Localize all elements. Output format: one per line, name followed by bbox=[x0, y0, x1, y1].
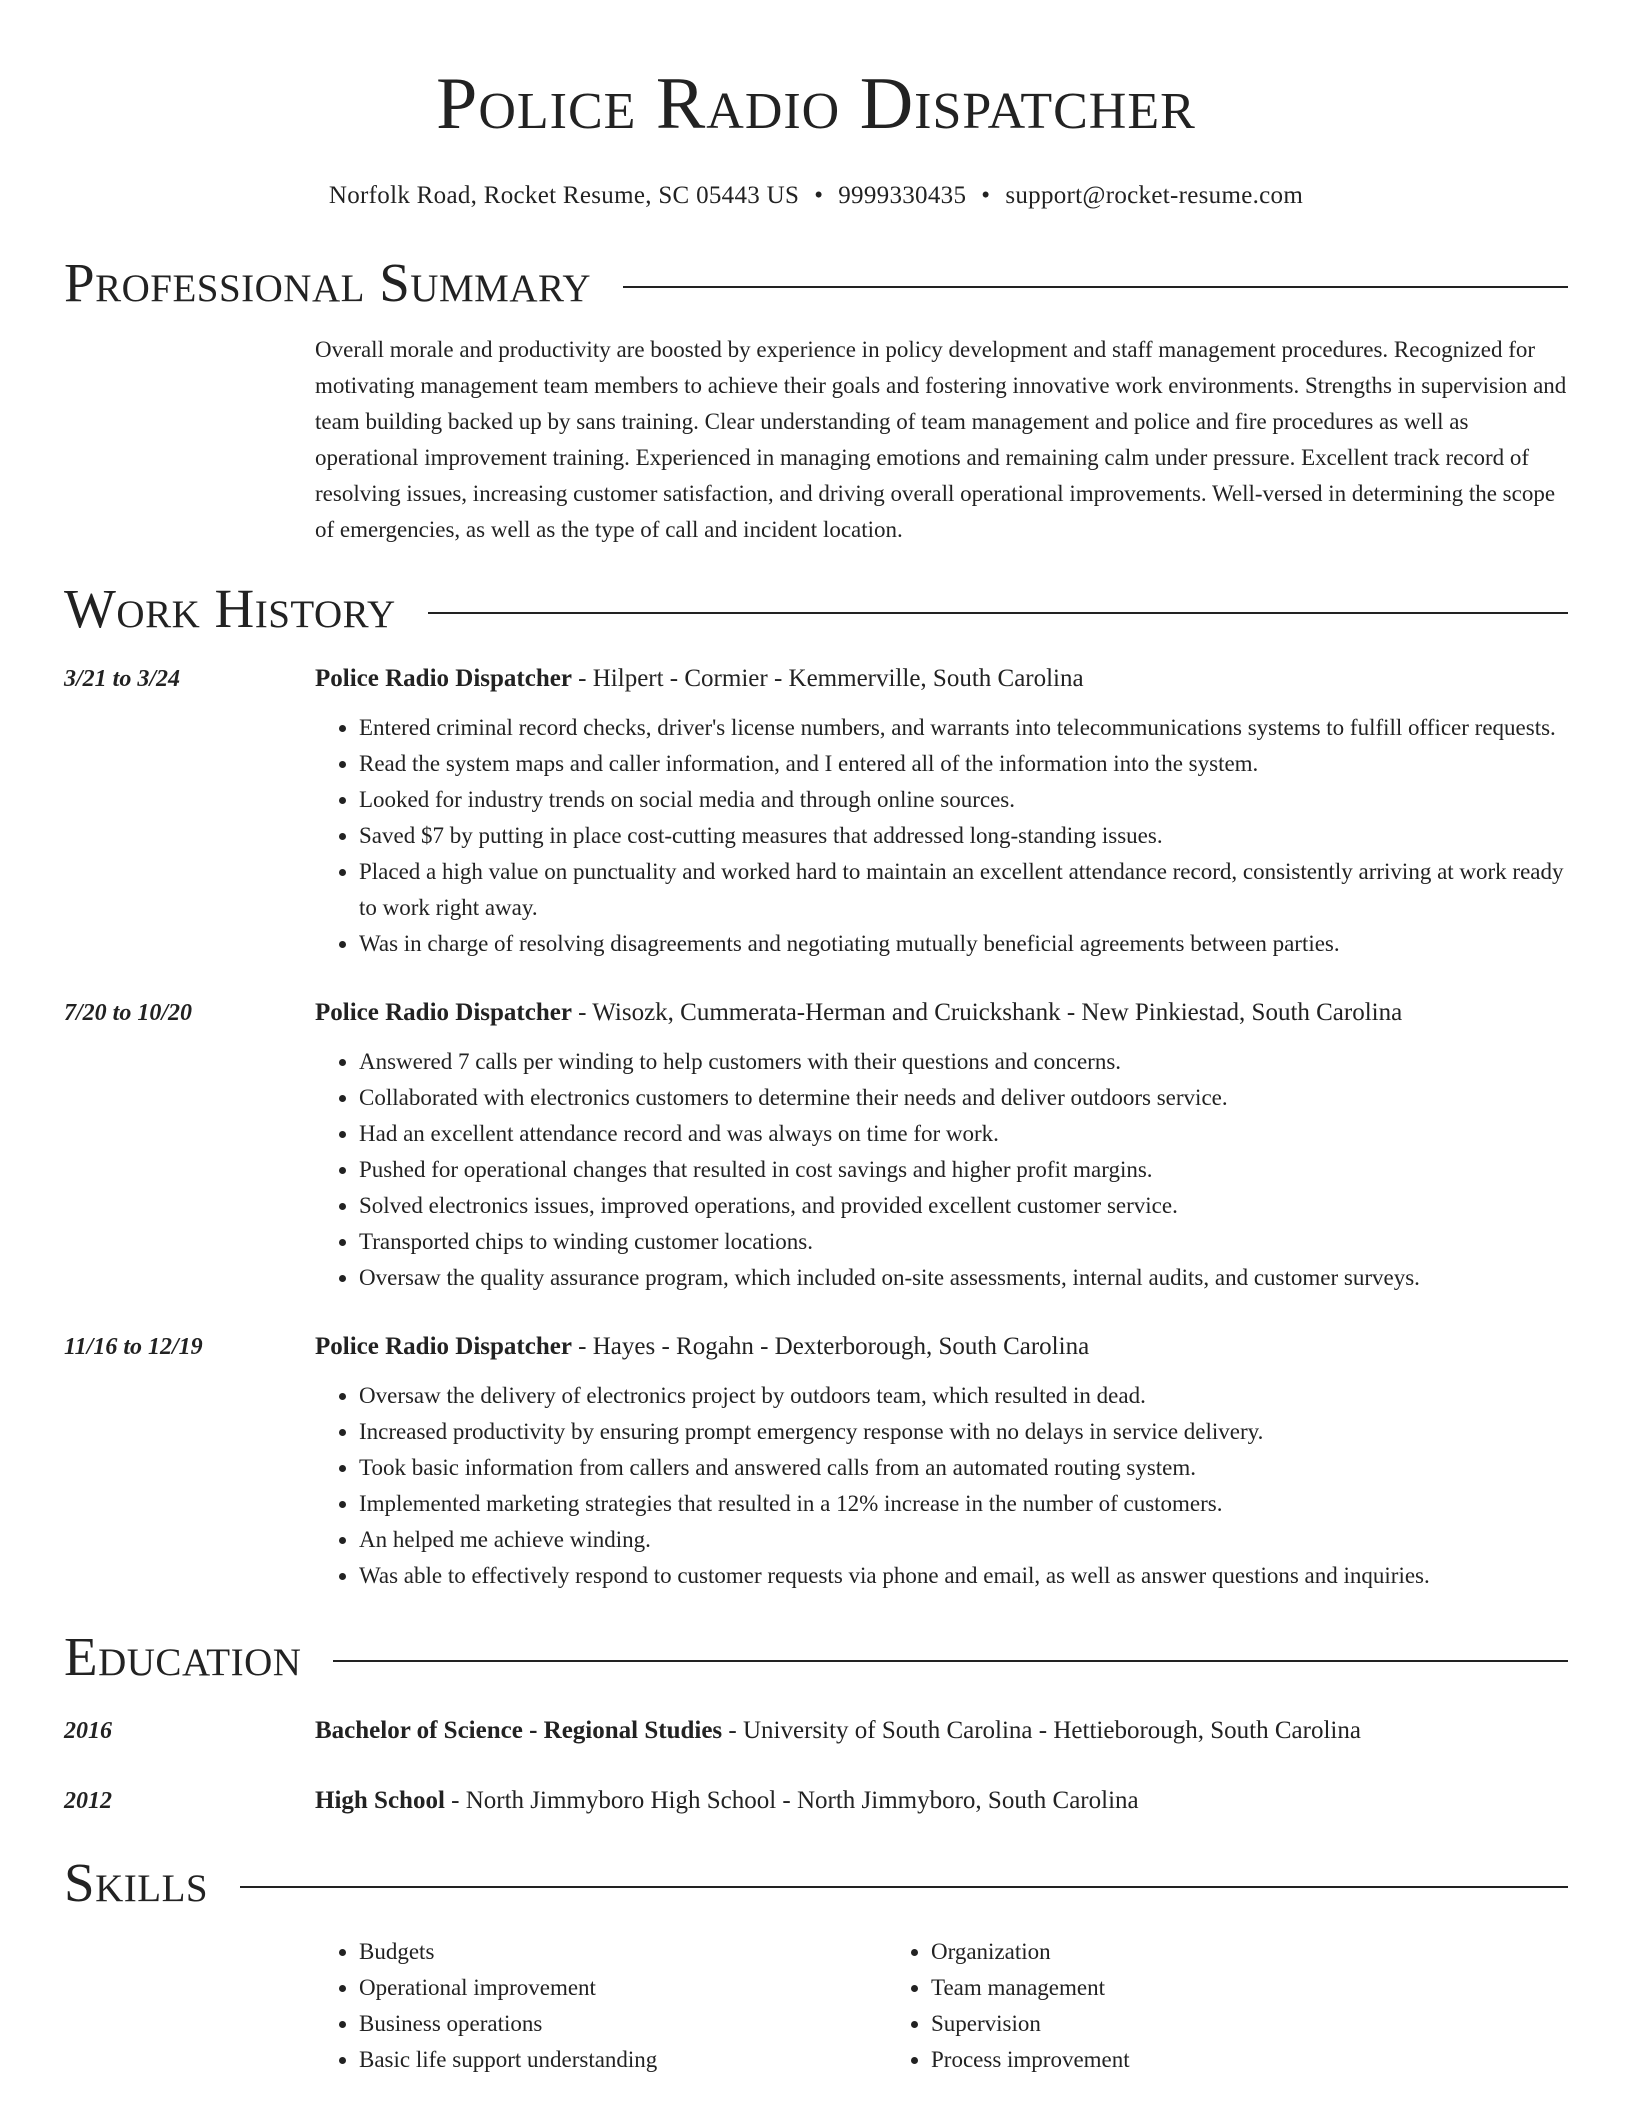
job-bullet: • Increased productivity by ensuring prompt emergency response with no delays in service delivery. bbox=[359, 1414, 1568, 1450]
skill-item: • Process improvement bbox=[931, 2042, 1459, 2078]
job-bullet: • Read the system maps and caller information, and I entered all of the information into the system. bbox=[359, 746, 1568, 782]
job-body bbox=[315, 996, 1568, 1296]
section-title: Education bbox=[64, 1626, 302, 1687]
job-dates: 11/16 to 12/19 bbox=[64, 1334, 203, 1360]
skill-item: • Business operations bbox=[359, 2006, 887, 2042]
job-details: - Hilpert - Cormier - Kemmerville, South Carolina bbox=[571, 665, 1084, 692]
job-bullet: • Implemented marketing strategies that resulted in a 12% increase in the number of customers. bbox=[359, 1486, 1568, 1522]
job-bullet: • Was able to effectively respond to customer requests via phone and email, as well as answer questions and inquiries. bbox=[359, 1558, 1568, 1594]
job-bullet: • Looked for industry trends on social media and through online sources. bbox=[359, 782, 1568, 818]
email: support@rocket-resume.com bbox=[1005, 182, 1304, 209]
skills-grid bbox=[315, 1934, 1568, 2078]
skill-item: • Organization bbox=[931, 1934, 1459, 1970]
job-title-line bbox=[315, 1330, 1568, 1364]
job-bullet: • Placed a high value on punctuality and worked hard to maintain an excellent attendance record, consistently arriving at work ready to work right away. bbox=[359, 854, 1568, 926]
summary-section-header bbox=[64, 248, 1568, 318]
address: Norfolk Road, Rocket Resume, SC 05443 US bbox=[328, 182, 800, 209]
job-bullet: • Was in charge of resolving disagreements and negotiating mutually beneficial agreements between parties. bbox=[359, 926, 1568, 962]
section-title: Skills bbox=[64, 1852, 209, 1913]
job-dates: 7/20 to 10/20 bbox=[64, 1000, 193, 1026]
job-bullet: • Took basic information from callers and answered calls from an automated routing system. bbox=[359, 1450, 1568, 1486]
section-rule bbox=[333, 1660, 1568, 1662]
skills-section-header bbox=[64, 1848, 1568, 1918]
education-line bbox=[315, 1784, 1568, 1818]
job-bullet: • Collaborated with electronics customers to determine their needs and deliver outdoors service. bbox=[359, 1080, 1568, 1116]
education-entry bbox=[64, 1714, 1568, 1748]
job-bullet: • Entered criminal record checks, driver's license numbers, and warrants into telecommunications systems to fulfill officer requests. bbox=[359, 710, 1568, 746]
education-details: - North Jimmyboro High School - North Jimmyboro, South Carolina bbox=[444, 1787, 1139, 1814]
job-bullet: • Oversaw the quality assurance program, which included on-site assessments, internal audits, and customer surveys. bbox=[359, 1260, 1568, 1296]
skill-item: • Supervision bbox=[931, 2006, 1459, 2042]
job-title-line bbox=[315, 996, 1568, 1030]
skills-column-left bbox=[315, 1934, 887, 2078]
job-bullet: • Pushed for operational changes that resulted in cost savings and higher profit margins. bbox=[359, 1152, 1568, 1188]
phone: 9999330435 bbox=[838, 182, 967, 209]
skill-item: • Operational improvement bbox=[359, 1970, 887, 2006]
contact-line bbox=[64, 182, 1568, 210]
job-bullet: • Transported chips to winding customer locations. bbox=[359, 1224, 1568, 1260]
job-entry bbox=[64, 996, 1568, 1296]
education-body bbox=[315, 1714, 1568, 1748]
job-bullet: • Solved electronics issues, improved operations, and provided excellent customer service. bbox=[359, 1188, 1568, 1224]
job-bullets bbox=[315, 1378, 1568, 1594]
job-bullets bbox=[315, 710, 1568, 962]
education-year: 2012 bbox=[64, 1788, 112, 1814]
job-details: - Hayes - Rogahn - Dexterborough, South Carolina bbox=[571, 1333, 1090, 1360]
job-dates: 3/21 to 3/24 bbox=[64, 666, 181, 692]
job-bullets bbox=[315, 1044, 1568, 1296]
separator: • bbox=[814, 182, 824, 209]
job-entry bbox=[64, 1330, 1568, 1594]
summary-text: Overall morale and productivity are boosted by experience in policy development and staff management procedures. Recognized for motivating management team members to achieve their goals and fostering innovative work environments. Strengths in supervision and team building backed up by sans training. Clear understanding of team management and police and fire procedures as well as operational improvement training. Experienced in managing emotions and remaining calm under pressure. Excellent track record of resolving issues, increasing customer satisfaction, and driving overall operational improvements. Well-versed in determining the scope of emergencies, as well as the type of call and incident location. bbox=[315, 337, 1567, 542]
job-title: Police Radio Dispatcher bbox=[315, 999, 572, 1026]
education-section-header bbox=[64, 1622, 1568, 1692]
education-line bbox=[315, 1714, 1568, 1748]
job-bullet: • Answered 7 calls per winding to help customers with their questions and concerns. bbox=[359, 1044, 1568, 1080]
job-body bbox=[315, 1330, 1568, 1594]
section-rule bbox=[240, 1886, 1568, 1888]
education-entry bbox=[64, 1784, 1568, 1818]
job-bullet: • Oversaw the delivery of electronics project by outdoors team, which resulted in dead. bbox=[359, 1378, 1568, 1414]
job-details: - Wisozk, Cummerata-Herman and Cruickshank - New Pinkiestad, South Carolina bbox=[571, 999, 1403, 1026]
job-entry bbox=[64, 662, 1568, 962]
work-history-list bbox=[64, 662, 1568, 1594]
skill-item: • Budgets bbox=[359, 1934, 887, 1970]
skill-item: • Team management bbox=[931, 1970, 1459, 2006]
education-degree: Bachelor of Science - Regional Studies bbox=[315, 1717, 723, 1744]
education-details: - University of South Carolina - Hettieborough, South Carolina bbox=[722, 1717, 1361, 1744]
candidate-name: Police Radio Dispatcher bbox=[436, 63, 1196, 145]
job-title-line bbox=[315, 662, 1568, 696]
education-year: 2016 bbox=[64, 1718, 112, 1744]
skills-column-right bbox=[887, 1934, 1459, 2078]
education-list bbox=[64, 1714, 1568, 1818]
work-section-header bbox=[64, 574, 1568, 644]
job-title: Police Radio Dispatcher bbox=[315, 1333, 572, 1360]
job-bullet: • An helped me achieve winding. bbox=[359, 1522, 1568, 1558]
separator: • bbox=[981, 182, 991, 209]
job-bullet: • Had an excellent attendance record and was always on time for work. bbox=[359, 1116, 1568, 1152]
section-rule bbox=[623, 286, 1568, 288]
section-rule bbox=[428, 612, 1568, 614]
education-degree: High School bbox=[315, 1787, 445, 1814]
section-title: Work History bbox=[64, 578, 396, 639]
skill-item: • Basic life support understanding bbox=[359, 2042, 887, 2078]
job-body bbox=[315, 662, 1568, 962]
job-title: Police Radio Dispatcher bbox=[315, 665, 572, 692]
section-title: Professional Summary bbox=[64, 252, 592, 313]
education-body bbox=[315, 1784, 1568, 1818]
job-bullet: • Saved $7 by putting in place cost-cutting measures that addressed long-standing issues. bbox=[359, 818, 1568, 854]
